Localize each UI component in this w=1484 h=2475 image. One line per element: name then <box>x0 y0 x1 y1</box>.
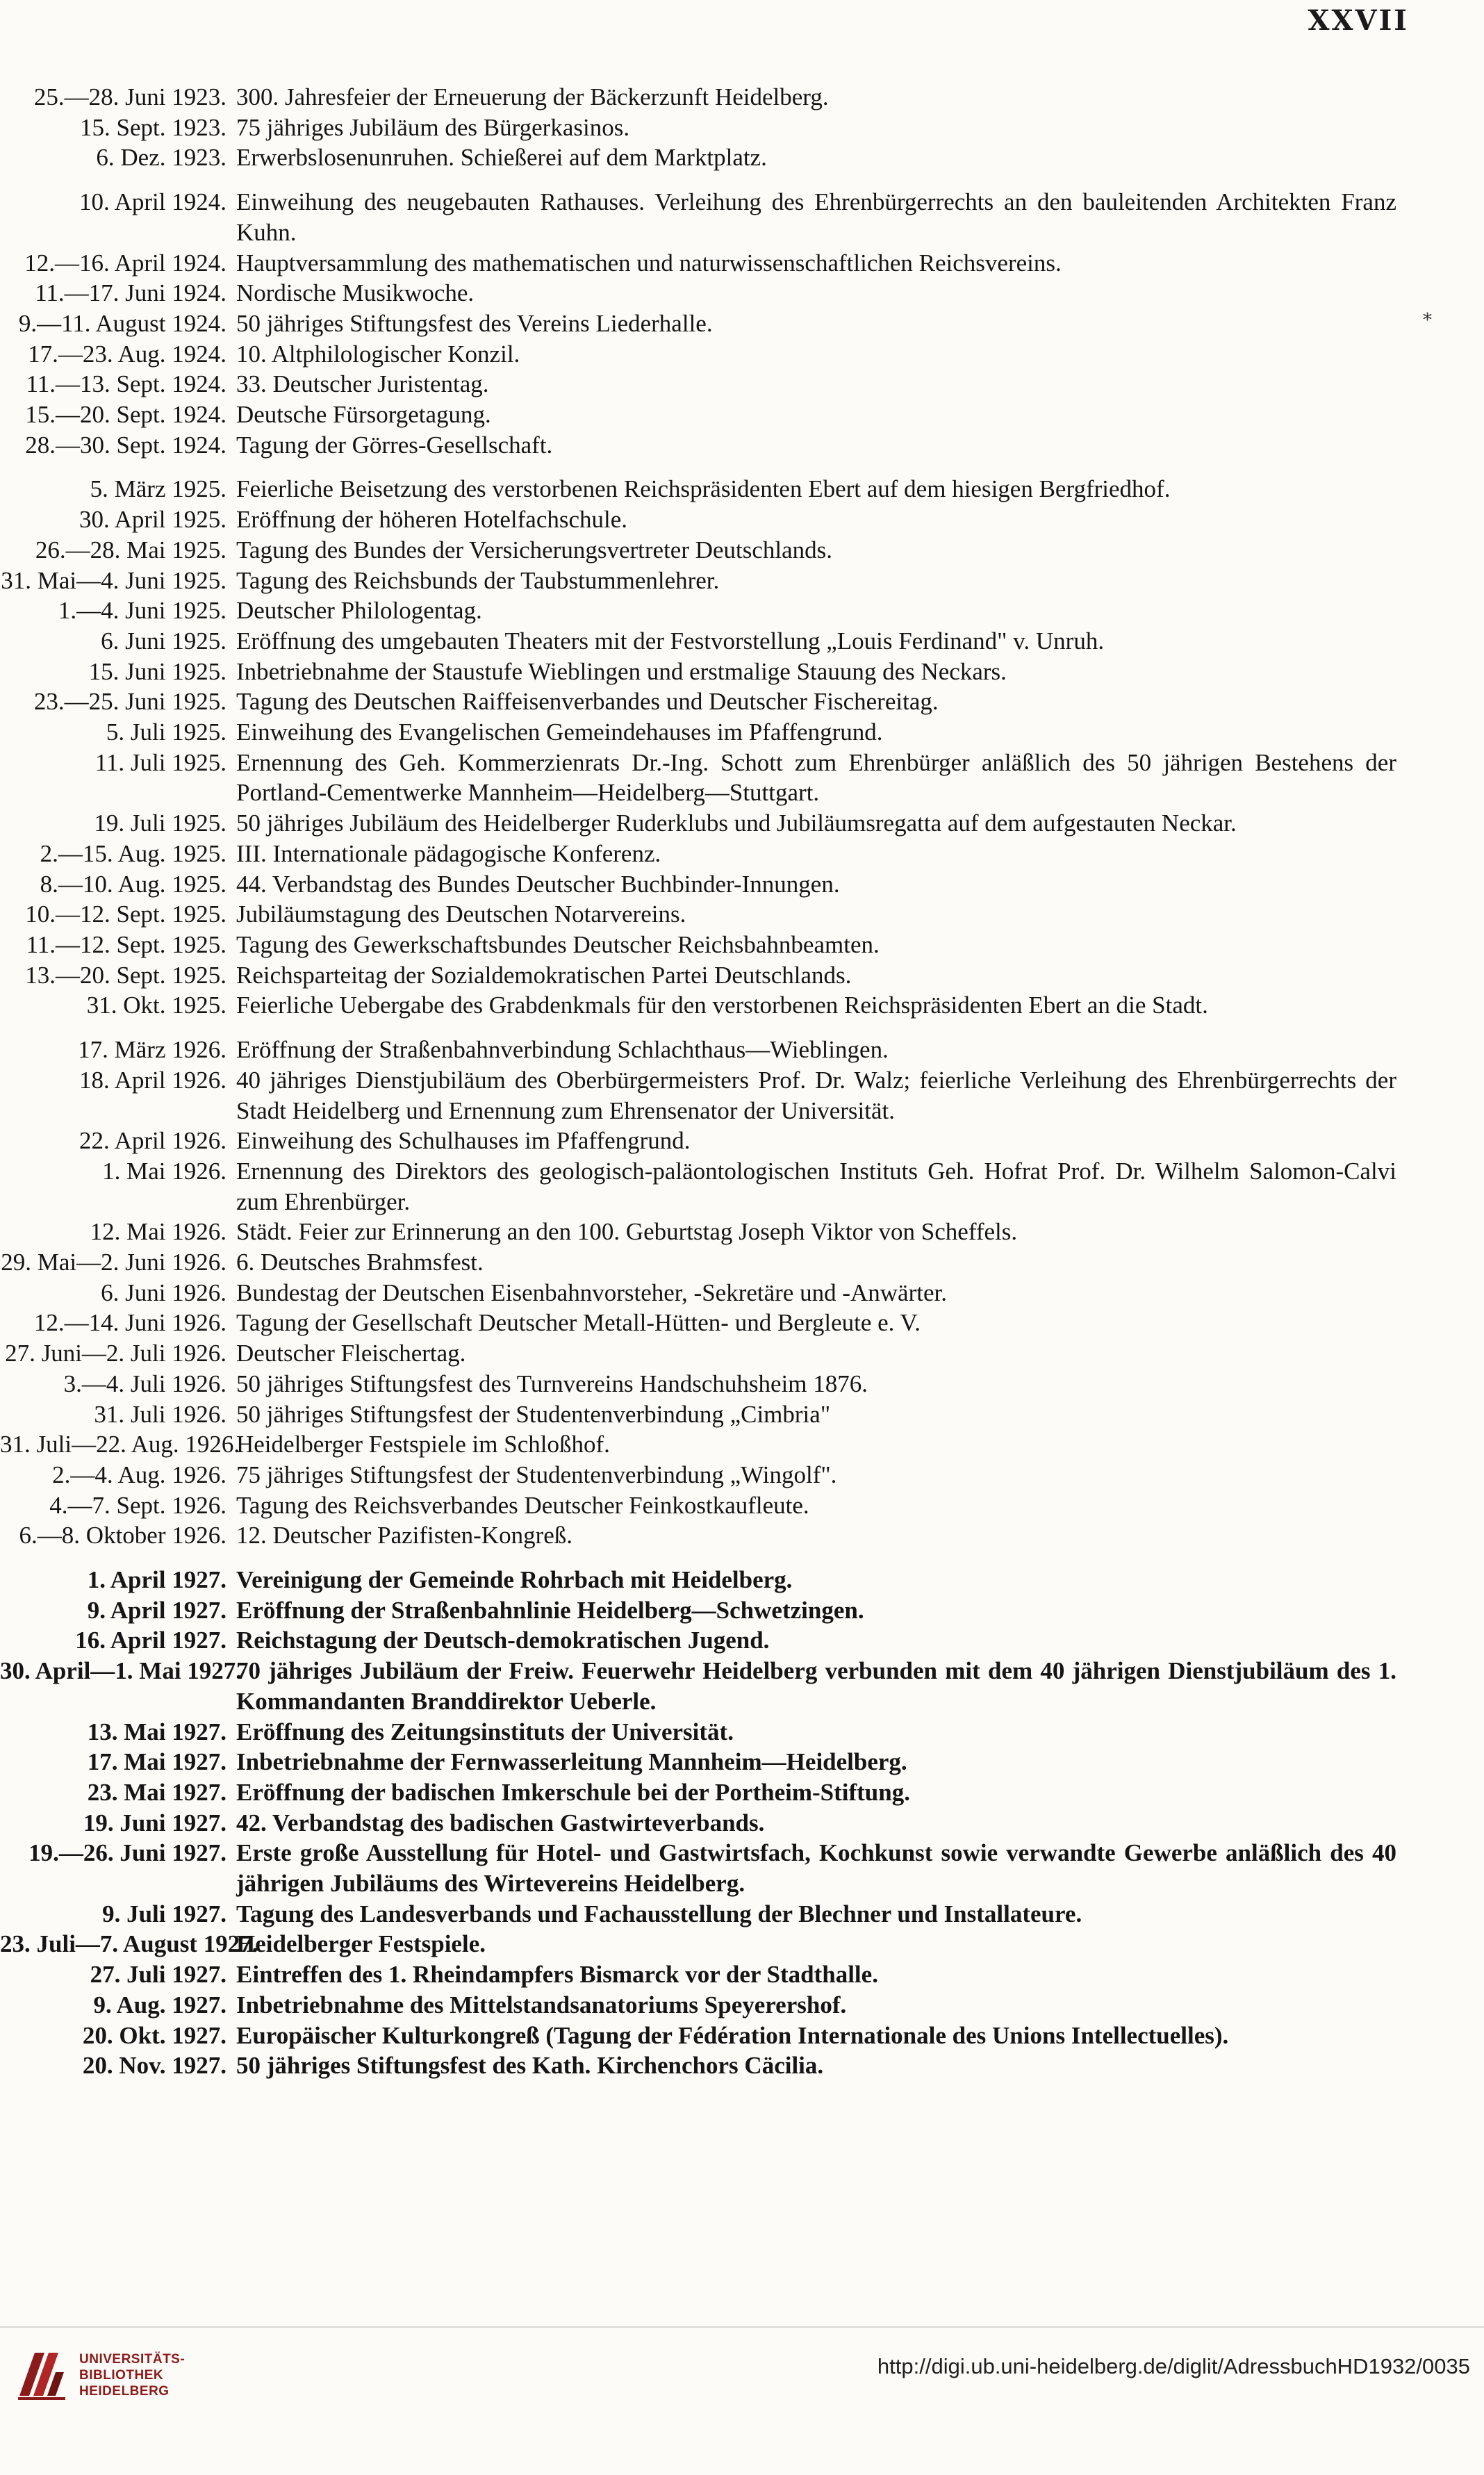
entry-text: Deutsche Fürsorgetagung. <box>236 401 491 429</box>
chronicle-entry <box>0 626 1484 657</box>
entry-date: 11.—17. Juni 1924. <box>35 279 226 307</box>
entry-date: 19.—26. Juni 1927. <box>28 1839 226 1867</box>
entry-text: Tagung der Görres-Gesellschaft. <box>236 431 553 459</box>
chronicle-entry <box>0 248 1484 279</box>
chronicle-entry <box>0 1338 1484 1369</box>
entry-text: Heidelberger Festspiele im Schloßhof. <box>236 1431 610 1458</box>
stray-print-mark: * <box>1423 310 1432 331</box>
entry-text: Einweihung des Schulhauses im Pfaffengrund. <box>236 1127 691 1155</box>
entry-text: Erwerbslosenunruhen. Schießerei auf dem Marktplatz. <box>236 144 767 172</box>
entry-date: 20. Nov. 1927. <box>82 2052 226 2080</box>
chronicle-entry <box>0 1308 1484 1338</box>
chronicle-entry <box>0 1959 1484 1990</box>
chronicle-entry <box>0 1656 1484 1716</box>
entry-date: 31. Mai—4. Juni 1925. <box>1 566 226 594</box>
chronicle-entry <box>0 1625 1484 1656</box>
entry-date: 4.—7. Sept. 1926. <box>49 1491 226 1519</box>
entry-text: 75 jähriges Jubiläum des Bürgerkasinos. <box>236 113 630 141</box>
entry-text: Reichstagung der Deutsch-demokratischen Jugend. <box>236 1627 770 1654</box>
chronicle-entry <box>0 1990 1484 2021</box>
entry-date: 10.—12. Sept. 1925. <box>25 901 226 928</box>
entry-text: 10. Altphilologischer Konzil. <box>236 340 520 368</box>
entry-text: Tagung des Gewerkschaftsbundes Deutscher Reichsbahnbeamten. <box>236 930 880 958</box>
entry-date: 1.—4. Juni 1925. <box>58 597 226 625</box>
entry-date: 18. April 1926. <box>79 1066 226 1094</box>
chronicle-entry <box>0 1460 1484 1490</box>
entry-date: 9. Aug. 1927. <box>93 1991 226 2018</box>
entry-text: Tagung des Reichsverbandes Deutscher Feinkostkaufleute. <box>236 1491 809 1519</box>
entry-text: Tagung des Landesverbands und Fachausstellung der Blechner und Installateure. <box>236 1900 1082 1927</box>
entry-text: Städt. Feier zur Erinnerung an den 100. Geburtstag Joseph Viktor von Scheffels. <box>236 1218 1018 1246</box>
chronicle-entry <box>0 1126 1484 1156</box>
entry-text: Inbetriebnahme des Mittelstandsanatoriums Speyerershof. <box>236 1991 847 2018</box>
entry-date: 11.—13. Sept. 1924. <box>26 370 226 398</box>
chronicle-entry <box>0 990 1484 1021</box>
chronicle-entry <box>0 369 1484 400</box>
entry-date: 15. Sept. 1923. <box>80 113 226 141</box>
entry-date: 16. April 1927. <box>75 1627 226 1654</box>
entry-date: 11. Juli 1925. <box>94 748 226 776</box>
entry-text: Heidelberger Festspiele. <box>236 1930 486 1958</box>
entry-date: 23.—25. Juni 1925. <box>33 688 226 716</box>
chronicle-entry <box>0 808 1484 839</box>
entry-text: Tagung der Gesellschaft Deutscher Metall-Hütten- und Bergleute e. V. <box>236 1309 921 1337</box>
chronicle-entry <box>0 142 1484 173</box>
entry-date: 25.—28. Juni 1923. <box>33 83 226 110</box>
entry-text: 50 jähriges Jubiläum des Heidelberger Ruderklubs und Jubiläumsregatta auf dem aufgestauten Neckar. <box>236 809 1237 837</box>
entry-text: 300. Jahresfeier der Erneuerung der Bäckerzunft Heidelberg. <box>236 83 829 110</box>
entry-date: 27. Juni—2. Juli 1926. <box>5 1340 226 1367</box>
entry-date: 31. Juli 1926. <box>94 1400 226 1428</box>
chronicle-entry <box>0 1065 1484 1126</box>
entry-text: Tagung des Reichsbunds der Taubstummenlehrer. <box>236 566 720 594</box>
entry-date: 9.—11. August 1924. <box>18 309 226 337</box>
chronicle-entry <box>0 82 1484 113</box>
entry-date: 9. April 1927. <box>87 1596 226 1624</box>
entry-date: 8.—10. Aug. 1925. <box>40 870 226 898</box>
chronicle-entry <box>0 535 1484 566</box>
chronicle-entry <box>0 930 1484 960</box>
entry-text: Ernennung des Direktors des geologisch-paläontologischen Instituts Geh. Hofrat Prof. Dr. Wilhelm Salomon-Calvi zum Ehrenbürger. <box>236 1157 1396 1215</box>
entry-date: 17. Mai 1927. <box>87 1748 226 1776</box>
entry-text: Hauptversammlung des mathematischen und naturwissenschaftlichen Reichsvereins. <box>236 249 1062 277</box>
entry-date: 5. Juli 1925. <box>106 718 226 746</box>
chronicle-entry <box>0 1429 1484 1460</box>
chronicle-entry <box>0 430 1484 461</box>
chronicle-entry <box>0 686 1484 717</box>
entry-text: Jubiläumstagung des Deutschen Notarvereins. <box>236 901 686 928</box>
entry-text: Eröffnung der badischen Imkerschule bei der Portheim-Stiftung. <box>236 1778 910 1806</box>
chronicle-entry <box>0 2021 1484 2051</box>
entry-text: 50 jähriges Stiftungsfest des Vereins Liederhalle. <box>236 309 713 337</box>
entry-text: 50 jähriges Stiftungsfest der Studentenverbindung „Cimbria" <box>236 1400 831 1428</box>
entry-date: 2.—4. Aug. 1926. <box>52 1461 226 1488</box>
library-name-line-3: HEIDELBERG <box>79 2383 170 2399</box>
entry-date: 29. Mai—2. Juni 1926. <box>1 1249 226 1276</box>
entry-text: III. Internationale pädagogische Konferenz. <box>236 839 661 867</box>
entry-text: Ernennung des Geh. Kommerzienrats Dr.-Ing. Schott zum Ehrenbürger anläßlich des 50 jährigen Bestehens der Portland-Cementwerke Mannheim—Heidelberg—Stuttgart. <box>236 748 1396 807</box>
entry-date: 17. März 1926. <box>78 1036 226 1064</box>
chronicle-entry <box>0 657 1484 687</box>
entry-text: Erste große Ausstellung für Hotel- und Gastwirtsfach, Kochkunst sowie verwandte Gewerbe anläßlich des 40 jährigen Jubiläums des Wirtevereins Heidelberg. <box>236 1839 1396 1898</box>
entry-text: 33. Deutscher Juristentag. <box>236 370 489 398</box>
chronicle-entry <box>0 113 1484 143</box>
chronicle-entry <box>0 309 1484 339</box>
chronicle-entry <box>0 1808 1484 1839</box>
entry-text: Eröffnung des umgebauten Theaters mit der Festvorstellung „Louis Ferdinand" v. Unruh. <box>236 627 1105 655</box>
entry-date: 9. Juli 1927. <box>102 1900 226 1927</box>
chronicle-entry <box>0 1399 1484 1430</box>
chronicle-entry <box>0 595 1484 626</box>
entry-date: 1. Mai 1926. <box>102 1157 226 1185</box>
chronicle-entry <box>0 1247 1484 1278</box>
entry-date: 23. Mai 1927. <box>87 1778 226 1806</box>
library-name-line-1: UNIVERSITÄTS- <box>79 2351 186 2367</box>
entry-date: 19. Juli 1925. <box>94 809 226 837</box>
entry-date: 28.—30. Sept. 1924. <box>25 431 226 459</box>
entry-date: 27. Juli 1927. <box>90 1961 226 1989</box>
entry-text: Feierliche Beisetzung des verstorbenen Reichspräsidenten Ebert auf dem hiesigen Bergfriedhof. <box>236 475 1171 503</box>
footer-divider <box>0 2326 1484 2328</box>
entry-date: 23. Juli—7. August 1927. <box>0 1930 258 1958</box>
entry-date: 6. Dez. 1923. <box>96 144 226 172</box>
chronicle-entry <box>0 899 1484 930</box>
chronicle-entry <box>0 869 1484 900</box>
chronicle-entry <box>0 1899 1484 1930</box>
entry-text: 12. Deutscher Pazifisten-Kongreß. <box>236 1522 573 1549</box>
entry-text: 50 jähriges Stiftungsfest des Turnvereins Handschuhsheim 1876. <box>236 1370 868 1397</box>
library-name-line-2: BIBLIOTHEK <box>79 2367 164 2383</box>
chronicle-entry <box>0 1717 1484 1748</box>
entry-text: 50 jähriges Stiftungsfest des Kath. Kirchenchors Cäcilia. <box>236 2052 824 2080</box>
entry-text: Feierliche Uebergabe des Grabdenkmals für den verstorbenen Reichspräsidenten Ebert an die Stadt. <box>236 992 1208 1019</box>
entry-date: 30. April—1. Mai 1927. <box>0 1657 242 1685</box>
chronicle-entry <box>0 504 1484 535</box>
entry-text: 40 jähriges Dienstjubiläum des Oberbürgermeisters Prof. Dr. Walz; feierliche Verleihung des Ehrenbürgerrechts der Stadt Heidelberg und Ernennung zum Ehrensenator der Universität. <box>236 1066 1396 1124</box>
entry-date: 11.—12. Sept. 1925. <box>26 930 226 958</box>
source-url-link[interactable]: http://digi.ub.uni-heidelberg.de/diglit/AdressbuchHD1932/0035 <box>877 2354 1470 2378</box>
entry-text: Eröffnung der höheren Hotelfachschule. <box>236 506 628 534</box>
entry-date: 12.—16. April 1924. <box>24 249 226 277</box>
entry-text: Bundestag der Deutschen Eisenbahnvorsteher, -Sekretäre und -Anwärter. <box>236 1278 947 1306</box>
entry-text: Tagung des Deutschen Raiffeisenverbandes und Deutscher Fischereitag. <box>236 688 939 716</box>
entry-text: Deutscher Fleischertag. <box>236 1340 466 1367</box>
entry-text: 44. Verbandstag des Bundes Deutscher Buchbinder-Innungen. <box>236 870 840 898</box>
entry-date: 6.—8. Oktober 1926. <box>19 1522 226 1549</box>
entry-text: Eröffnung der Straßenbahnlinie Heidelberg—Schwetzingen. <box>236 1596 864 1624</box>
chronicle-entry <box>0 1490 1484 1521</box>
chronicle-entry <box>0 748 1484 808</box>
entry-date: 15.—20. Sept. 1924. <box>25 401 226 429</box>
entry-text: Europäischer Kulturkongreß (Tagung der Fédération Internationale des Unions Intellectuelles). <box>236 2021 1229 2049</box>
chronicle-entry <box>0 1278 1484 1308</box>
entry-date: 15. Juni 1925. <box>88 657 226 685</box>
entry-text: 6. Deutsches Brahmsfest. <box>236 1249 484 1276</box>
entry-text: 70 jähriges Jubiläum der Freiw. Feuerwehr Heidelberg verbunden mit dem 40 jährigen Dienstjubiläum des 1. Kommandanten Branddirektor Ueberle. <box>236 1657 1396 1715</box>
chronicle-entry <box>0 1595 1484 1626</box>
chronicle-entry <box>0 278 1484 309</box>
entry-text: Eröffnung der Straßenbahnverbindung Schlachthaus—Wieblingen. <box>236 1036 889 1064</box>
entry-date: 13. Mai 1927. <box>87 1718 226 1745</box>
entry-date: 10. April 1924. <box>79 188 226 216</box>
chronicle-entry <box>0 1747 1484 1777</box>
entry-date: 6. Juni 1925. <box>101 627 226 655</box>
chronicle-entry <box>0 1156 1484 1217</box>
chronicle-entry <box>0 1369 1484 1399</box>
entry-text: Tagung des Bundes der Versicherungsvertreter Deutschlands. <box>236 536 833 564</box>
page-number: XXVII <box>1308 4 1409 37</box>
entry-text: Einweihung des Evangelischen Gemeindehauses im Pfaffengrund. <box>236 718 883 746</box>
entry-text: Inbetriebnahme der Fernwasserleitung Mannheim—Heidelberg. <box>236 1748 907 1776</box>
chronicle-entry <box>0 717 1484 748</box>
entry-date: 19. Juni 1927. <box>83 1809 226 1836</box>
library-logo[interactable] <box>14 2347 185 2403</box>
entry-text: 42. Verbandstag des badischen Gastwirteverbands. <box>236 1809 765 1836</box>
entry-date: 20. Okt. 1927. <box>82 2021 226 2049</box>
library-emblem-icon <box>14 2347 69 2403</box>
entry-text: Einweihung des neugebauten Rathauses. Verleihung des Ehrenbürgerrechts an den bauleitenden Architekten Franz Kuhn. <box>236 188 1396 246</box>
entry-date: 31. Juli—22. Aug. 1926. <box>0 1431 240 1458</box>
entry-date: 12.—14. Juni 1926. <box>33 1309 226 1337</box>
entry-date: 1. April 1927. <box>87 1566 226 1594</box>
chronicle-entry <box>0 1838 1484 1898</box>
chronicle-entry <box>0 1520 1484 1551</box>
chronicle-entry <box>0 1035 1484 1065</box>
chronicle-entry <box>0 474 1484 504</box>
library-name <box>79 2351 185 2399</box>
entry-date: 3.—4. Juli 1926. <box>63 1370 226 1397</box>
entry-text: Deutscher Philologentag. <box>236 597 482 625</box>
chronicle-entry <box>0 187 1484 247</box>
chronicle-list <box>0 82 1484 2081</box>
entry-text: Nordische Musikwoche. <box>236 279 475 307</box>
chronicle-entry <box>0 1929 1484 1959</box>
chronicle-entry <box>0 1565 1484 1595</box>
entry-date: 26.—28. Mai 1925. <box>35 536 226 564</box>
entry-text: Vereinigung der Gemeinde Rohrbach mit Heidelberg. <box>236 1566 793 1594</box>
entry-text: Eröffnung des Zeitungsinstituts der Universität. <box>236 1718 734 1745</box>
entry-text: Inbetriebnahme der Staustufe Wieblingen und erstmalige Stauung des Neckars. <box>236 657 1007 685</box>
entry-date: 22. April 1926. <box>79 1127 226 1155</box>
entry-date: 2.—15. Aug. 1925. <box>40 839 226 867</box>
chronicle-entry <box>0 566 1484 596</box>
entry-text: Eintreffen des 1. Rheindampfers Bismarck vor der Stadthalle. <box>236 1961 878 1989</box>
chronicle-entry <box>0 2050 1484 2081</box>
chronicle-entry <box>0 960 1484 991</box>
entry-date: 6. Juni 1926. <box>101 1278 226 1306</box>
entry-text: Reichsparteitag der Sozialdemokratischen Partei Deutschlands. <box>236 961 852 989</box>
entry-date: 5. März 1925. <box>90 475 226 503</box>
entry-text: 75 jähriges Stiftungsfest der Studentenverbindung „Wingolf". <box>236 1461 837 1488</box>
entry-date: 12. Mai 1926. <box>90 1218 226 1246</box>
entry-date: 17.—23. Aug. 1924. <box>28 340 226 368</box>
chronicle-entry <box>0 1777 1484 1808</box>
chronicle-entry <box>0 839 1484 869</box>
chronicle-entry <box>0 339 1484 370</box>
chronicle-entry <box>0 400 1484 430</box>
entry-date: 31. Okt. 1925. <box>86 992 226 1019</box>
entry-date: 13.—20. Sept. 1925. <box>25 961 226 989</box>
entry-date: 30. April 1925. <box>79 506 226 534</box>
chronicle-entry <box>0 1217 1484 1247</box>
